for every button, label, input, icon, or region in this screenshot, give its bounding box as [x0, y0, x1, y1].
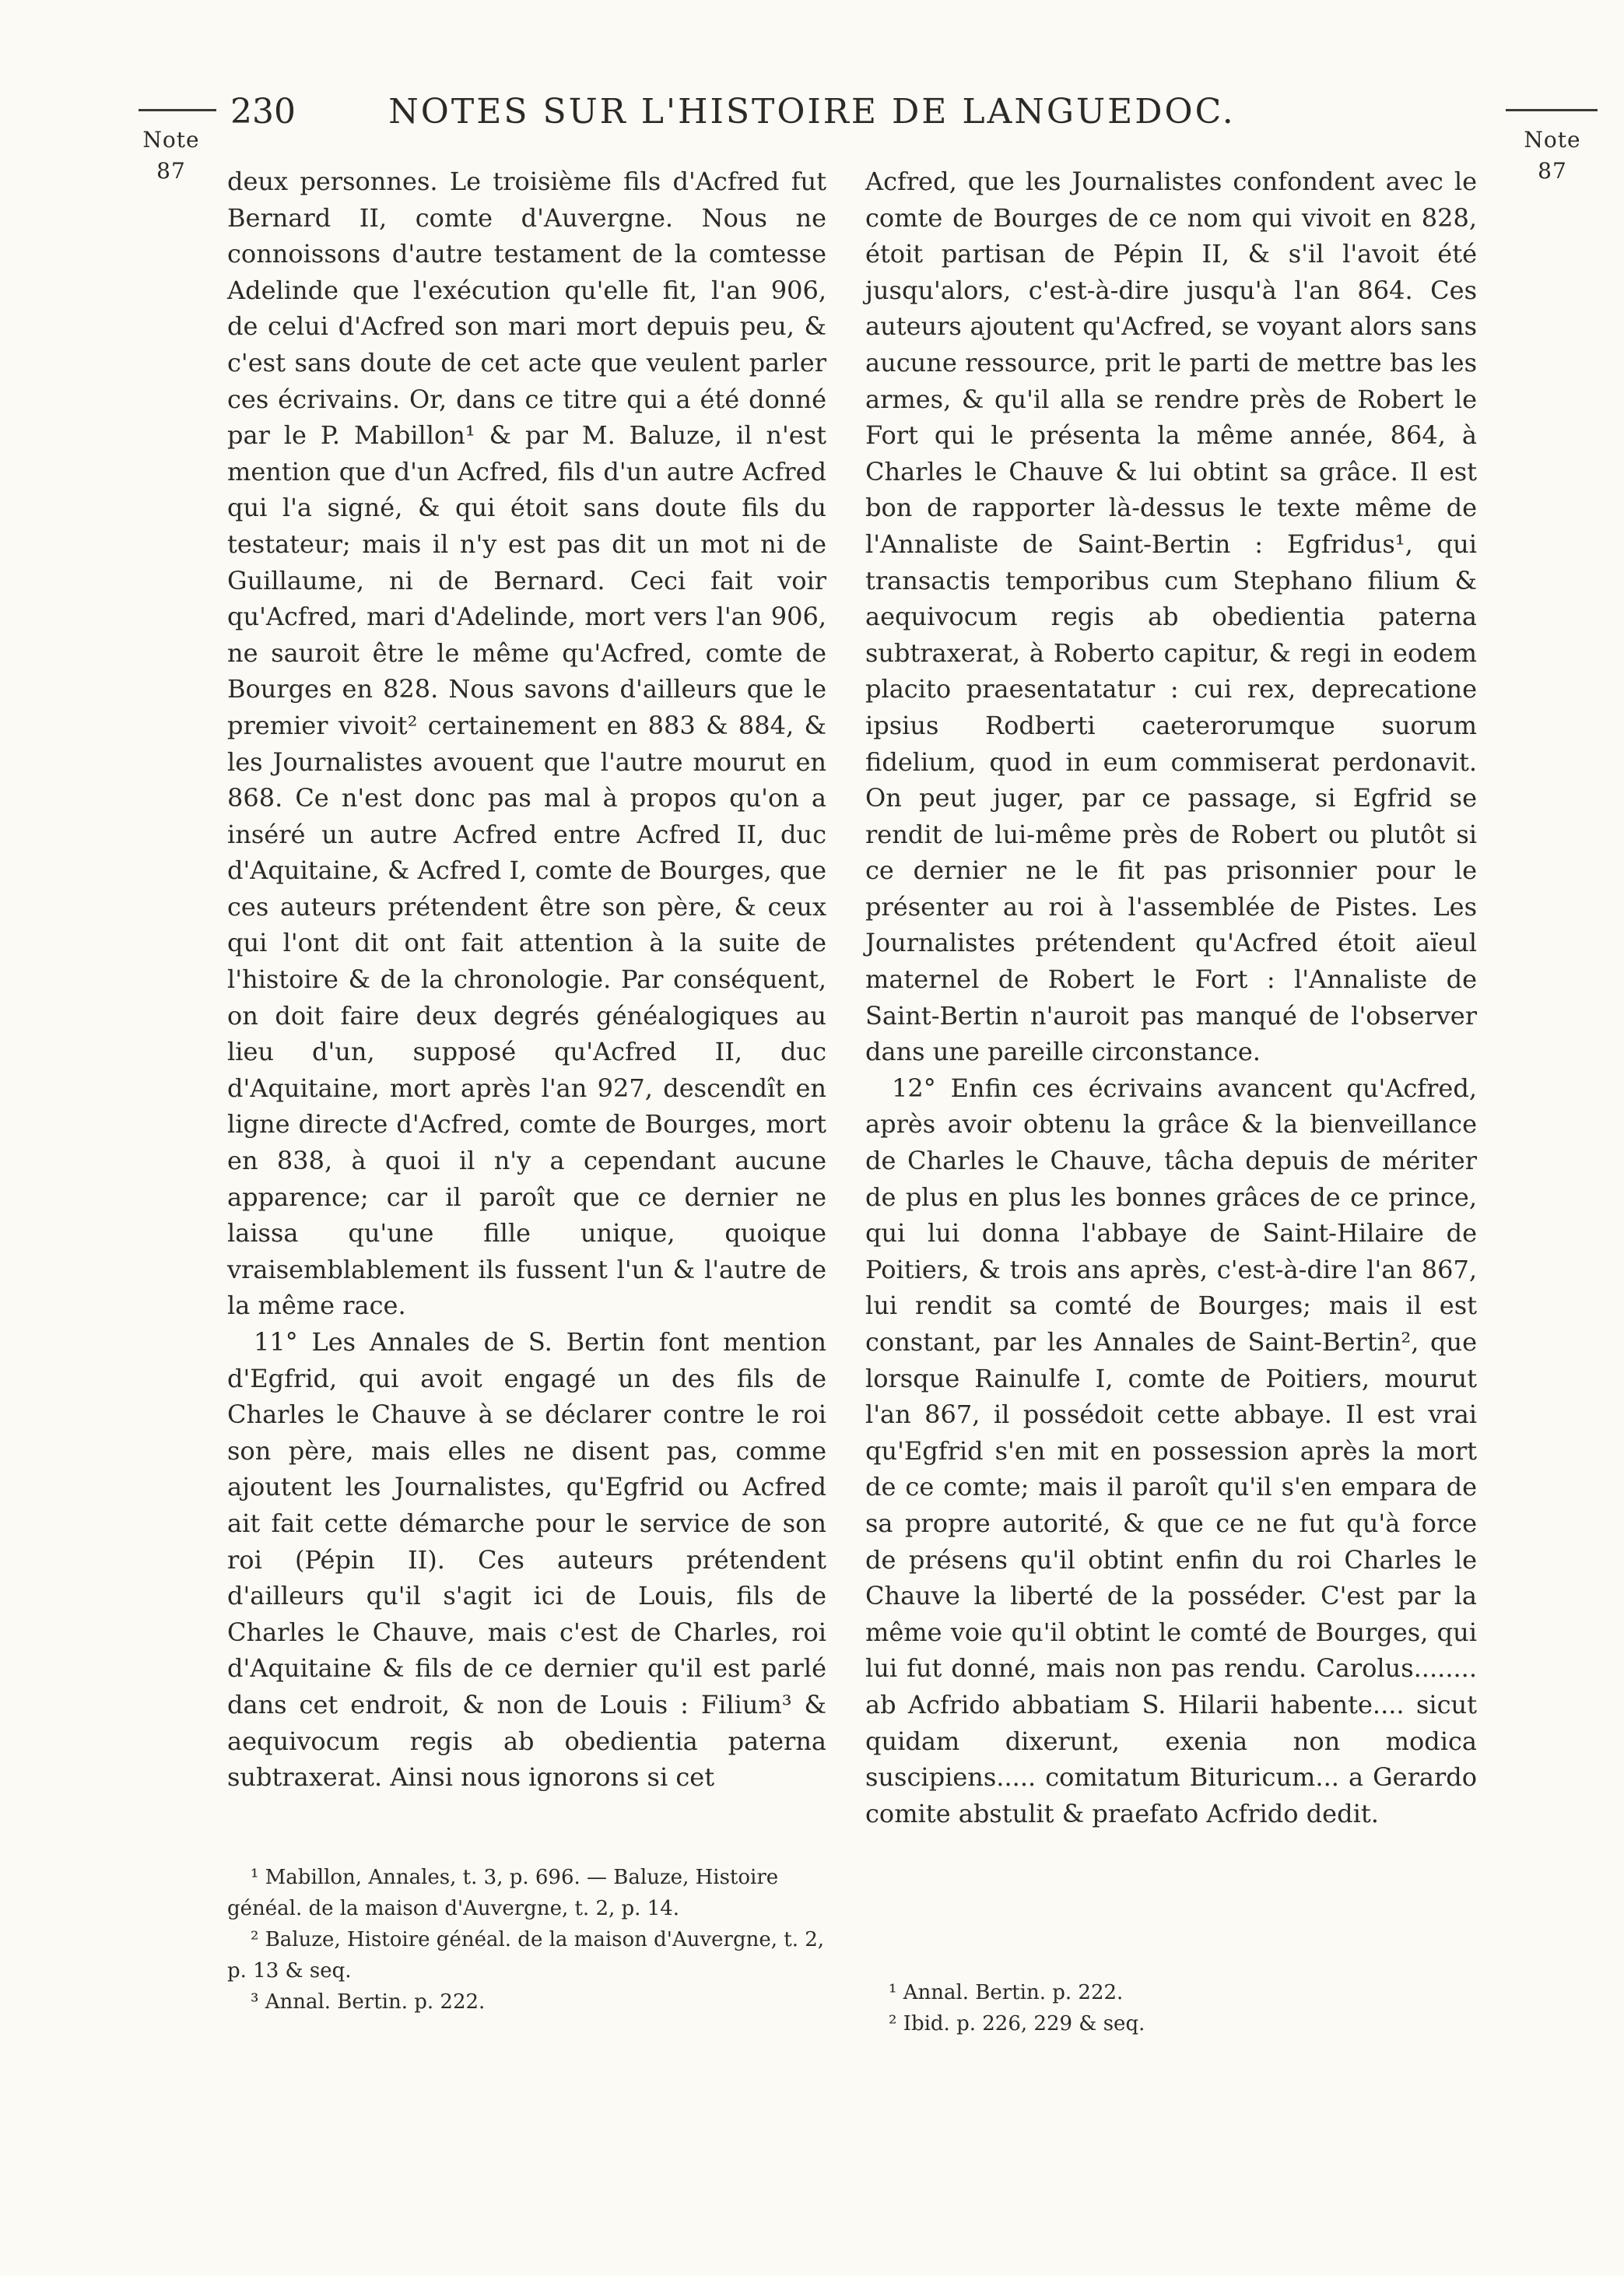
note-label-left: Note — [142, 127, 200, 153]
right-paragraph-1: Acfred, que les Journalistes confondent avec le comte de Bourges de ce nom qui vivoit en 828, étoit partisan de Pépin II, & s'il l'avoit été jusqu'alors, c'est-à-dire jusqu'à l'an 864. Ces auteurs ajoutent qu'Acfred, se voyant alors sans aucune ressource, prit le parti de mettre bas les armes, & qu'il alla se rendre près de Robert le Fort qui le présenta la même année, 864, à Charles le Chauve & lui obtint sa grâce. Il est bon de rapporter là-dessus le texte même de l'Annaliste de Saint-Bertin : Egfridus¹, qui transactis temporibus cum Stephano filium & aequivocum regis ab obedientia paterna subtraxerat, à Roberto capitur, & regi in eodem placito praesentatatur : cui rex, deprecatione ipsius Rodberti caeterorumque suorum fidelium, quod in eum commiserat perdonavit. On peut juger, par ce passage, si Egfrid se rendit de lui-même près de Robert ou plutôt si ce dernier ne le fit pas prisonnier pour le présenter au roi à l'assemblée de Pistes. Les Journalistes prétendent qu'Acfred étoit aïeul maternel de Robert le Fort : l'Annaliste de Saint-Bertin n'auroit pas manqué de l'observer dans une pareille circonstance. — [865, 167, 1477, 1067]
footnote: ¹ Mabillon, Annales, t. 3, p. 696. — Baluze, Histoire généal. de la maison d'Auvergne, t. 2, p. 14. — [227, 1866, 779, 1920]
page-header — [0, 92, 1624, 139]
running-title: NOTES SUR L'HISTOIRE DE LANGUEDOC. — [388, 92, 1236, 132]
right-footnotes — [865, 1977, 1477, 2039]
left-paragraph-2: 11° Les Annales de S. Bertin font mention d'Egfrid, qui avoit engagé un des fils de Charles le Chauve à se déclarer contre le roi son père, mais elles ne disent pas, comme ajoutent les Journalistes, qu'Egfrid ou Acfred ait fait cette démarche pour le service de son roi (Pépin II). Ces auteurs prétendent d'ailleurs qu'il s'agit ici de Louis, fils de Charles le Chauve, mais c'est de Charles, roi d'Aquitaine & fils de ce dernier qu'il est parlé dans cet endroit, & non de Louis : Filium³ & aequivocum regis ab obedientia paterna subtraxerat. Ainsi nous ignorons si cet — [227, 1327, 826, 1793]
footnote: ² Ibid. p. 226, 229 & seq. — [889, 2012, 1145, 2035]
right-column — [865, 163, 1477, 1832]
page-number: 230 — [230, 92, 296, 132]
note-label-right: Note — [1524, 127, 1581, 153]
note-number-left: 87 — [156, 158, 186, 184]
right-paragraph-2: 12° Enfin ces écrivains avancent qu'Acfred, après avoir obtenu la grâce & la bienveillance de Charles le Chauve, tâcha depuis de mériter de plus en plus les bonnes grâces de ce prince, qui lui donna l'abbaye de Saint-Hilaire de Poitiers, & trois ans après, c'est-à-dire l'an 867, lui rendit sa comté de Bourges; mais il est constant, par les Annales de Saint-Bertin², que lorsque Rainulfe I, comte de Poitiers, mourut l'an 867, il possédoit cette abbaye. Il est vrai qu'Egfrid s'en mit en possession après la mort de ce comte; mais il paroît qu'il s'en empara de sa propre autorité, & que ce ne fut qu'à force de présens qu'il obtint enfin du roi Charles le Chauve la liberté de la posséder. C'est par la même voie qu'il obtint le comté de Bourges, qui lui fut donné, mais non pas rendu. Carolus........ ab Acfrido abbatiam S. Hilarii habente.... sicut quidam dixerunt, exenia non modica suscipiens..... comitatum Bituricum... a Gerardo comite abstulit & praefato Acfrido dedit. — [865, 1073, 1477, 1828]
footnote: ¹ Annal. Bertin. p. 222. — [889, 1981, 1124, 2004]
left-column — [227, 163, 826, 1796]
left-footnotes — [227, 1862, 826, 2018]
footnote: ² Baluze, Histoire généal. de la maison d'Auvergne, t. 2, p. 13 & seq. — [227, 1928, 825, 1983]
note-number-right: 87 — [1538, 158, 1567, 184]
left-paragraph-1: deux personnes. Le troisième fils d'Acfred fut Bernard II, comte d'Auvergne. Nous ne connoissons d'autre testament de la comtesse Adelinde que l'exécution qu'elle fit, l'an 906, de celui d'Acfred son mari mort depuis peu, & c'est sans doute de cet acte que veulent parler ces écrivains. Or, dans ce titre qui a été donné par le P. Mabillon¹ & par M. Baluze, il n'est mention que d'un Acfred, fils d'un autre Acfred qui l'a signé, & qui étoit sans doute fils du testateur; mais il n'y est pas dit un mot ni de Guillaume, ni de Bernard. Ceci fait voir qu'Acfred, mari d'Adelinde, mort vers l'an 906, ne sauroit être le même qu'Acfred, comte de Bourges en 828. Nous savons d'ailleurs que le premier vivoit² certainement en 883 & 884, & les Journalistes avouent que l'autre mourut en 868. Ce n'est donc pas mal à propos qu'on a inséré un autre Acfred entre Acfred II, duc d'Aquitaine, & Acfred I, comte de Bourges, que ces auteurs prétendent être son père, & ceux qui l'ont dit ont fait attention à la suite de l'histoire & de la chronologie. Par conséquent, on doit faire deux degrés généalogiques au lieu d'un, supposé qu'Acfred II, duc d'Aquitaine, mort après l'an 927, descendît en ligne directe d'Acfred, comte de Bourges, mort en 838, à quoi il n'y a cependant aucune apparence; car il paroît que ce dernier ne laissa qu'une fille unique, quoique vraisemblablement ils fussent l'un & l'autre de la même race. — [227, 167, 826, 1321]
footnote: ³ Annal. Bertin. p. 222. — [251, 1990, 486, 2014]
